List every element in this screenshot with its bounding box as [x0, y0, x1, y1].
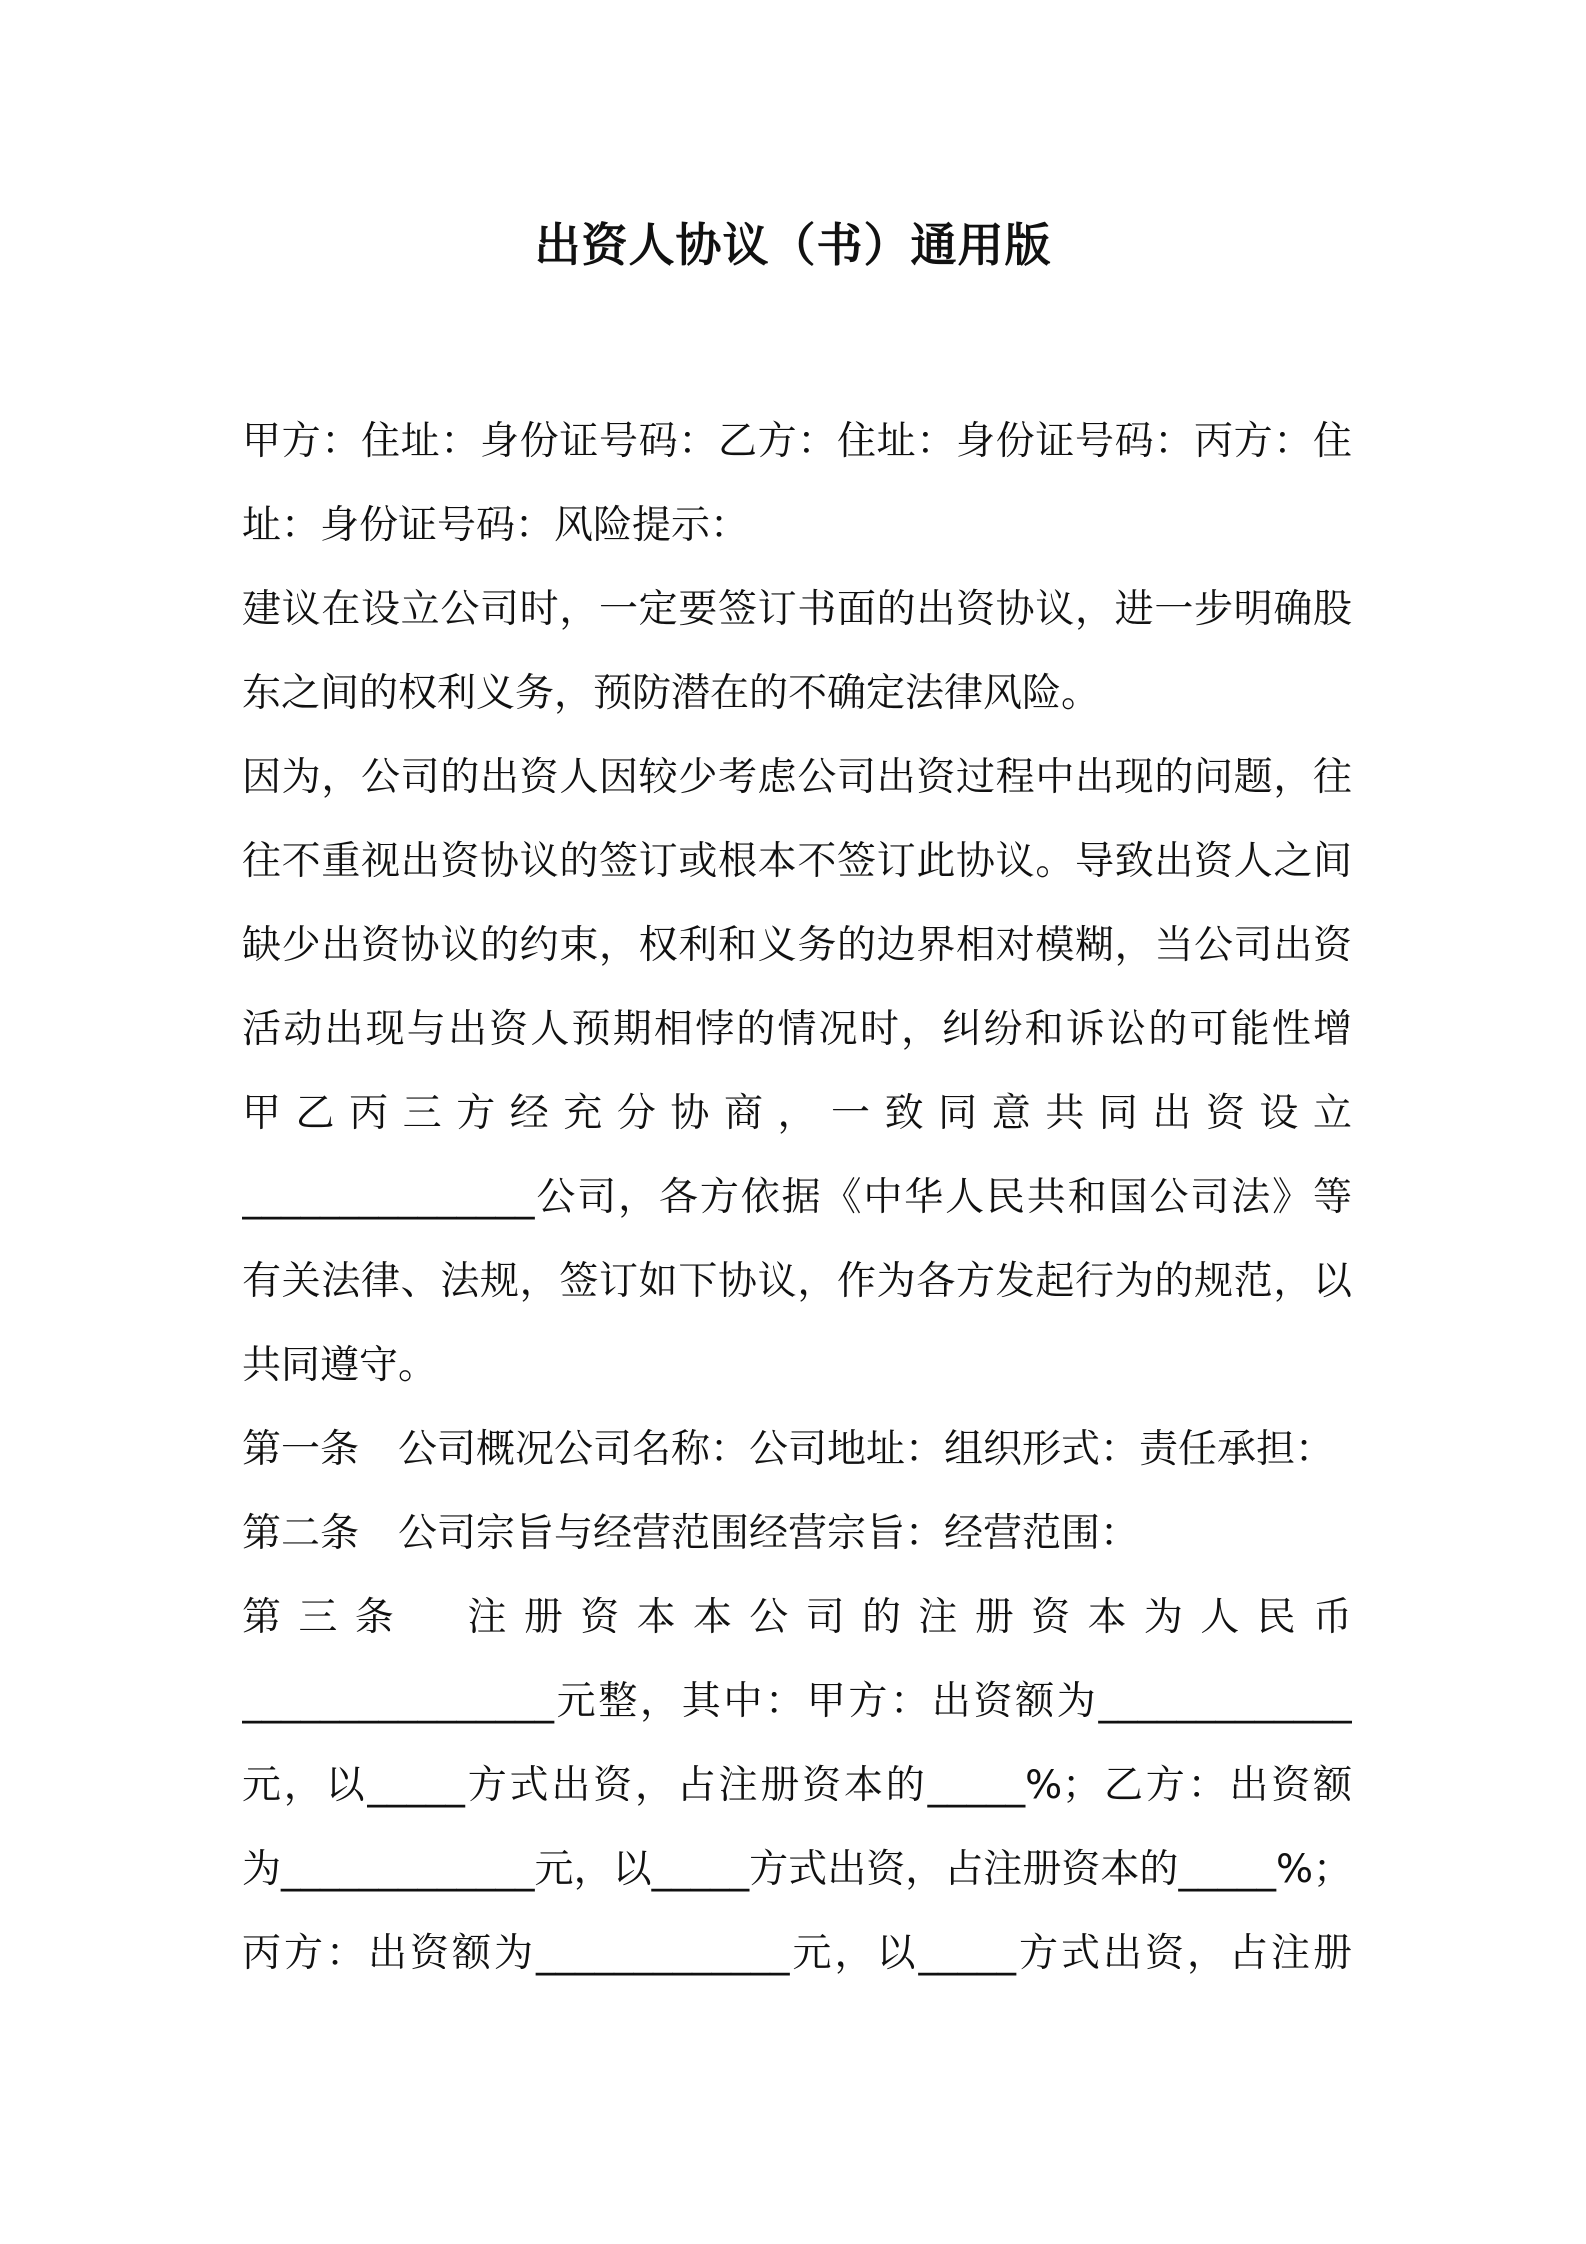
body-line: 缺少出资协议的约束，权利和义务的边界相对模糊，当公司出资 — [242, 923, 1352, 968]
body-line: _______________公司，各方依据《中华人民共和国公司法》等 — [242, 1175, 1352, 1220]
body-line: 往不重视出资协议的签订或根本不签订此协议。导致出资人之间 — [242, 839, 1352, 884]
article-line: 第一条 公司概况公司名称：公司地址：组织形式：责任承担： — [242, 1427, 1335, 1472]
body-line: 共同遵守。 — [242, 1343, 438, 1388]
body-line: 甲乙丙三方经充分协商，一致同意共同出资设立 — [242, 1091, 1352, 1136]
document-body — [242, 400, 1352, 1996]
body-line: 活动出现与出资人预期相悖的情况时，纠纷和诉讼的可能性增 — [242, 1007, 1352, 1052]
body-line: 丙方：出资额为_____________元，以_____方式出资，占注册 — [242, 1931, 1352, 1976]
body-line: 建议在设立公司时，一定要签订书面的出资协议，进一步明确股 — [242, 587, 1352, 632]
body-line: 址：身份证号码：风险提示： — [242, 503, 750, 548]
body-line: 甲方：住址：身份证号码：乙方：住址：身份证号码：丙方：住 — [242, 419, 1352, 464]
article-line: 第二条 公司宗旨与经营范围经营宗旨：经营范围： — [242, 1511, 1140, 1556]
body-line: ________________元整，其中：甲方：出资额为_____________ — [242, 1679, 1352, 1724]
body-line: 有关法律、法规，签订如下协议，作为各方发起行为的规范，以 — [242, 1259, 1352, 1304]
body-line: 为_____________元，以_____方式出资，占注册资本的_____%； — [242, 1847, 1352, 1892]
body-line: 因为，公司的出资人因较少考虑公司出资过程中出现的问题，往 — [242, 755, 1352, 800]
body-line: 东之间的权利义务，预防潜在的不确定法律风险。 — [242, 671, 1101, 716]
document-title: 出资人协议（书）通用版 — [534, 218, 1052, 272]
body-line: 元，以_____方式出资，占注册资本的_____%；乙方：出资额 — [242, 1763, 1352, 1808]
article-line: 第三条 注册资本本公司的注册资本为人民币 — [242, 1595, 1352, 1640]
